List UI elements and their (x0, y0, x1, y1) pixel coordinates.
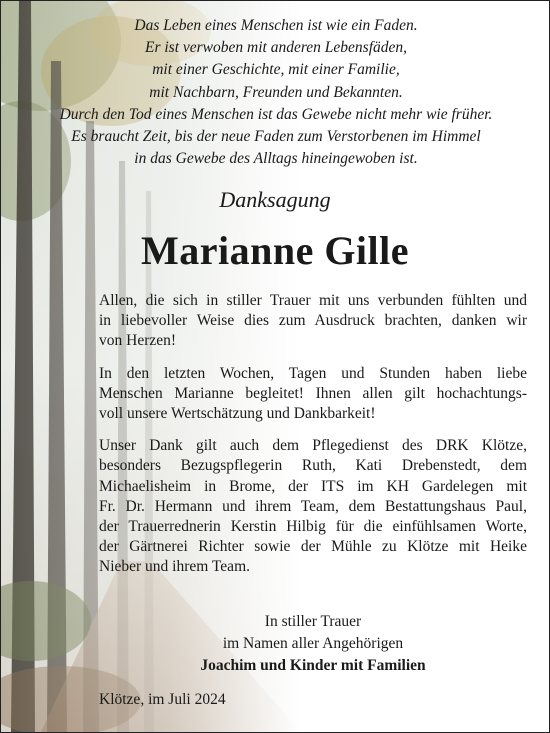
text-line: der Gärtnerei Richter sowie der Mühle zu Klötze mit Heike (99, 538, 527, 556)
thanks-paragraph (99, 291, 527, 352)
poem-line: mit einer Geschichte, mit einer Familie, (152, 61, 400, 79)
thanks-paragraph (99, 436, 527, 577)
thanks-text (99, 291, 527, 590)
text-line: der Trauerrednerin Kerstin Hilbig für die einfühlsamen Worte, (99, 518, 527, 536)
text-line: Unser Dank gilt auch dem Pflegedienst des DRK Klötze, (99, 437, 527, 455)
family-names: Joachim und Kinder mit Familien (200, 657, 426, 674)
poem-line: Es braucht Zeit, bis der neue Faden zum Verstorbenen im Himmel (71, 128, 481, 146)
text-line: besonders Bezugspflegerin Ruth, Kati Drebenstedt, dem (99, 457, 527, 475)
text-line: Fr. Dr. Hermann und ihrem Team, dem Bestattungshaus Paul, (99, 497, 527, 515)
text-line: In den letzten Wochen, Tagen und Stunden haben liebe (99, 364, 527, 382)
text-line: voll unsere Wertschätzung und Dankbarkeit! (99, 405, 376, 423)
deceased-name: Marianne Gille (140, 228, 410, 273)
text-line: in liebevoller Weise dies zum Ausdruck brachten, danken wir (99, 312, 527, 330)
text-line: Michaelisheim in Brome, der ITS im KH Gardelegen mit (99, 477, 527, 495)
signoff (99, 611, 527, 677)
page-heading: Danksagung (219, 187, 331, 212)
poem-line: Das Leben eines Menschen ist wie ein Faden. (134, 17, 418, 34)
poem-line: Er ist verwoben mit anderen Lebensfäden, (144, 39, 408, 57)
poem-line: Durch den Tod eines Menschen ist das Gewebe nicht mehr wie früher. (59, 105, 493, 123)
text-line: Allen, die sich in stiller Trauer mit uns verbunden fühlten und (99, 292, 527, 309)
signoff-line: im Namen aller Angehörigen (222, 635, 404, 652)
text-line: Menschen Marianne begleitet! Ihnen allen gilt hochachtungs- (99, 384, 527, 402)
place-and-date: Klötze, im Juli 2024 (99, 691, 226, 708)
text-line: von Herzen! (99, 332, 177, 350)
poem-line: mit Nachbarn, Freunden und Bekannten. (149, 83, 403, 101)
memorial-poem (11, 15, 541, 170)
thanks-paragraph (99, 364, 527, 425)
poem-line: in das Gewebe des Alltags hineingewoben ist. (134, 150, 418, 168)
text-line: Nieber und ihrem Team. (99, 558, 250, 576)
signoff-line: In stiller Trauer (264, 613, 362, 630)
